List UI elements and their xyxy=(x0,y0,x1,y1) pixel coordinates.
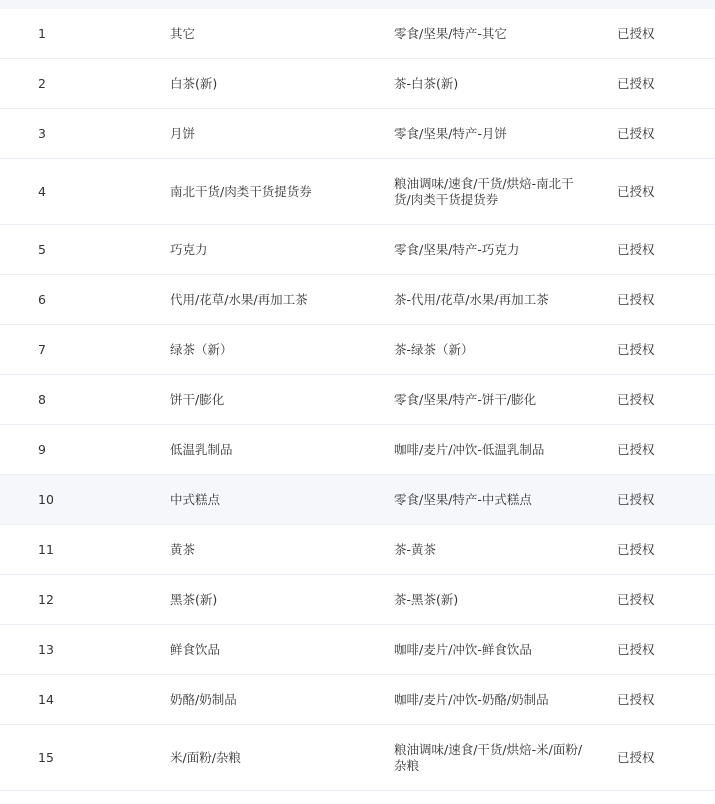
category-name: 黑茶(新) xyxy=(170,591,218,607)
auth-status: 已授权 xyxy=(617,241,655,257)
category-path: 粮油调味/速食/干货/烘焙-南北干货/肉类干货提货券 xyxy=(394,175,574,207)
auth-status: 已授权 xyxy=(617,75,655,91)
category-path: 零食/坚果/特产-中式糕点 xyxy=(394,491,532,507)
category-path: 零食/坚果/特产-饼干/膨化 xyxy=(394,391,537,407)
row-index: 14 xyxy=(38,691,54,707)
row-index: 3 xyxy=(38,125,46,141)
category-name: 月饼 xyxy=(170,125,196,141)
row-index: 12 xyxy=(38,591,54,607)
category-path: 零食/坚果/特产-其它 xyxy=(394,25,507,41)
row-index: 13 xyxy=(38,641,54,657)
row-index: 9 xyxy=(38,441,46,457)
auth-status: 已授权 xyxy=(617,541,655,557)
row-index: 15 xyxy=(38,749,54,765)
category-path: 茶-黄茶 xyxy=(394,541,437,557)
category-name: 鲜食饮品 xyxy=(170,641,221,657)
table-header-edge xyxy=(0,0,715,9)
table-row[interactable] xyxy=(0,575,715,625)
table-row[interactable] xyxy=(0,425,715,475)
table-row[interactable] xyxy=(0,109,715,159)
auth-status: 已授权 xyxy=(617,691,655,707)
category-path: 零食/坚果/特产-月饼 xyxy=(394,125,507,141)
category-name: 白茶(新) xyxy=(170,75,218,91)
table-row[interactable] xyxy=(0,325,715,375)
auth-status: 已授权 xyxy=(617,591,655,607)
category-path: 茶-代用/花草/水果/再加工茶 xyxy=(394,291,549,307)
category-name: 南北干货/肉类干货提货券 xyxy=(170,183,312,199)
category-name: 巧克力 xyxy=(170,241,208,257)
auth-status: 已授权 xyxy=(617,183,655,199)
table-row[interactable] xyxy=(0,725,715,791)
category-path: 咖啡/麦片/冲饮-鲜食饮品 xyxy=(394,641,532,657)
category-path: 茶-绿茶（新） xyxy=(394,341,474,357)
auth-status: 已授权 xyxy=(617,391,655,407)
category-name: 米/面粉/杂粮 xyxy=(170,749,241,765)
table-row[interactable] xyxy=(0,225,715,275)
table-row[interactable] xyxy=(0,375,715,425)
category-path: 咖啡/麦片/冲饮-奶酪/奶制品 xyxy=(394,691,549,707)
category-name: 代用/花草/水果/再加工茶 xyxy=(170,291,308,307)
category-name: 中式糕点 xyxy=(170,491,221,507)
category-name: 黄茶 xyxy=(170,541,196,557)
auth-status: 已授权 xyxy=(617,341,655,357)
category-name: 奶酪/奶制品 xyxy=(170,691,237,707)
auth-status: 已授权 xyxy=(617,641,655,657)
row-index: 8 xyxy=(38,391,46,407)
table-row[interactable] xyxy=(0,525,715,575)
row-index: 5 xyxy=(38,241,46,257)
category-path: 零食/坚果/特产-巧克力 xyxy=(394,241,520,257)
row-index: 7 xyxy=(38,341,46,357)
auth-status: 已授权 xyxy=(617,491,655,507)
auth-status: 已授权 xyxy=(617,749,655,765)
category-path: 粮油调味/速食/干货/烘焙-米/面粉/杂粮 xyxy=(394,741,583,773)
auth-status: 已授权 xyxy=(617,125,655,141)
table-row[interactable] xyxy=(0,675,715,725)
category-name: 低温乳制品 xyxy=(170,441,233,457)
category-path: 茶-白茶(新) xyxy=(394,75,459,91)
category-name: 绿茶（新） xyxy=(170,341,233,357)
auth-status: 已授权 xyxy=(617,25,655,41)
row-index: 11 xyxy=(38,541,54,557)
category-path: 咖啡/麦片/冲饮-低温乳制品 xyxy=(394,441,545,457)
table-row[interactable] xyxy=(0,275,715,325)
category-path: 茶-黑茶(新) xyxy=(394,591,459,607)
category-name: 饼干/膨化 xyxy=(170,391,225,407)
table-row[interactable] xyxy=(0,9,715,59)
row-index: 2 xyxy=(38,75,46,91)
table-row[interactable] xyxy=(0,159,715,225)
category-name: 其它 xyxy=(170,25,196,41)
row-index: 10 xyxy=(38,491,54,507)
row-index: 1 xyxy=(38,25,46,41)
table-row[interactable] xyxy=(0,625,715,675)
auth-status: 已授权 xyxy=(617,441,655,457)
row-index: 6 xyxy=(38,291,46,307)
table-row-hovered[interactable] xyxy=(0,475,715,525)
table-row[interactable] xyxy=(0,59,715,109)
auth-status: 已授权 xyxy=(617,291,655,307)
row-index: 4 xyxy=(38,183,46,199)
